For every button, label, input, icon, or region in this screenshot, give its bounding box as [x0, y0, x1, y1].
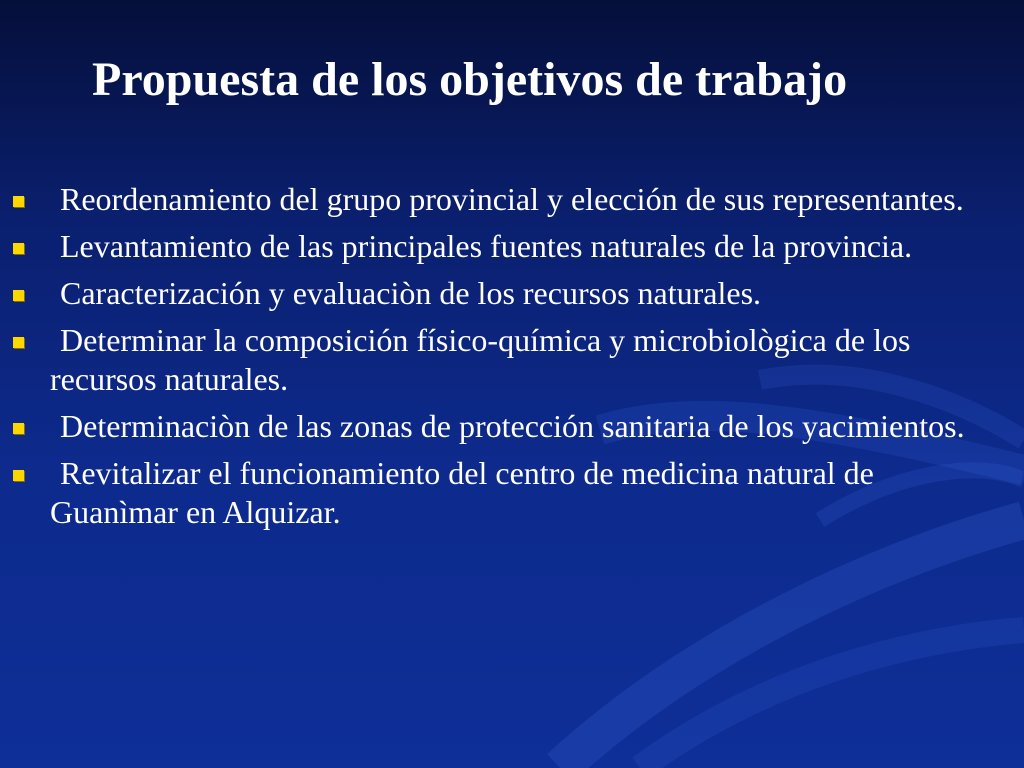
yellow-square-bullet-icon — [13, 470, 24, 481]
bullet-text: Caracterización y evaluaciòn de los recursos naturales. — [60, 275, 762, 311]
yellow-square-bullet-icon — [13, 196, 24, 207]
yellow-square-bullet-icon — [13, 337, 24, 348]
bullet-item — [0, 180, 1000, 219]
slide-title: Propuesta de los objetivos de trabajo — [92, 53, 848, 106]
bullet-text: Levantamiento de las principales fuentes naturales de la provincia. — [60, 228, 913, 264]
bullet-text: Reordenamiento del grupo provincial y elección de sus representantes. — [60, 181, 964, 217]
yellow-square-bullet-icon — [13, 290, 24, 301]
bullet-item — [0, 321, 1000, 399]
bullet-text: Revitalizar el funcionamiento del centro de medicina natural de Guanìmar en Alquizar. — [50, 455, 874, 530]
bullet-item — [0, 274, 1000, 313]
bullet-item — [0, 407, 1000, 446]
yellow-square-bullet-icon — [13, 243, 24, 254]
bullet-text: Determinar la composición físico-química y microbiològica de los recursos naturales. — [50, 322, 911, 397]
bullet-text: Determinaciòn de las zonas de protección sanitaria de los yacimientos. — [60, 408, 965, 444]
bullet-item — [0, 227, 1000, 266]
yellow-square-bullet-icon — [13, 423, 24, 434]
objectives-bullet-list — [0, 180, 1000, 540]
bullet-item — [0, 454, 1000, 532]
